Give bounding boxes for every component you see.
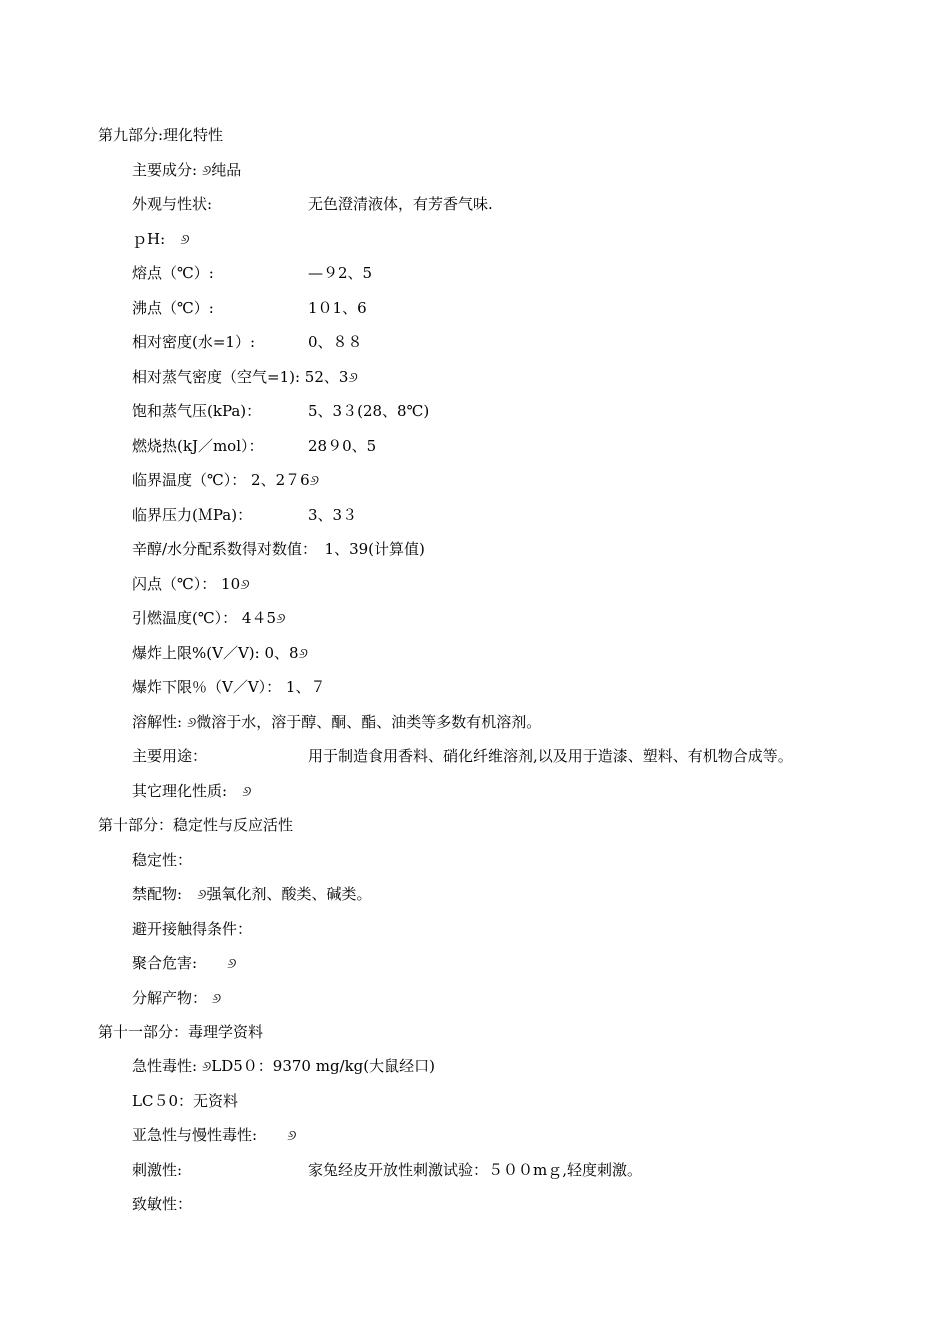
boiling-point-label: 沸点（℃）: bbox=[132, 299, 214, 317]
explosion-upper-limit-line: 爆炸上限%(V／V): 0、8୬ bbox=[132, 644, 308, 662]
combustion-heat-value: 28９0、5 bbox=[308, 437, 377, 455]
ignition-temperature-line: 引燃温度(℃）： 4４5୬ bbox=[132, 609, 286, 627]
vapor-pressure-label: 饱和蒸气压(kPa)： bbox=[132, 402, 262, 420]
partition-coefficient-line: 辛醇/水分配系数得对数值： 1、39(计算值) bbox=[132, 540, 425, 558]
irritation-label: 刺激性: bbox=[132, 1161, 183, 1179]
boiling-point-value: 1０1、6 bbox=[308, 299, 367, 317]
appearance-value: 无色澄清液体，有芳香气味. bbox=[308, 195, 493, 213]
combustion-heat-label: 燃烧热(kJ／mol）： bbox=[132, 437, 264, 455]
flash-point-line: 闪点（℃）： 10୬ bbox=[132, 575, 250, 593]
main-component-label: 主要成分: ୬纯品 bbox=[132, 161, 242, 179]
main-use-value: 用于制造食用香料、硝化纤维溶剂,以及用于造漆、塑料、有机物合成等。 bbox=[308, 747, 793, 765]
critical-pressure-value: 3、3３ bbox=[308, 506, 358, 524]
conditions-to-avoid-line: 避开接触得条件： bbox=[132, 920, 253, 938]
irritation-value: 家兔经皮开放性刺激试验：５００mｇ,轻度刺激。 bbox=[308, 1161, 642, 1179]
polymerization-hazard-line: 聚合危害: ୬ bbox=[132, 954, 237, 972]
section-10-heading: 第十部分：稳定性与反应活性 bbox=[98, 816, 294, 834]
appearance-label: 外观与性状: bbox=[132, 195, 213, 213]
ph-label: ｐH: ୬ bbox=[132, 230, 190, 248]
critical-temperature-line: 临界温度（℃）： 2、2７6୬ bbox=[132, 471, 320, 489]
relative-density-value: 0、８８ bbox=[308, 333, 363, 351]
main-use-label: 主要用途： bbox=[132, 747, 208, 765]
section-9-heading: 第九部分:理化特性 bbox=[98, 126, 224, 144]
other-properties-line: 其它理化性质: ୬ bbox=[132, 782, 252, 800]
acute-toxicity-line: 急性毒性: ୬LD5０：9370 mg/kg(大鼠经口) bbox=[132, 1057, 435, 1075]
melting-point-label: 熔点（℃）: bbox=[132, 264, 214, 282]
subacute-chronic-toxicity-line: 亚急性与慢性毒性: ୬ bbox=[132, 1126, 297, 1144]
explosion-lower-limit-line: 爆炸下限％（V／V）： 1、７ bbox=[132, 678, 326, 696]
lc50-line: LC５0：无资料 bbox=[132, 1092, 238, 1110]
critical-pressure-label: 临界压力(ＭPa)： bbox=[132, 506, 253, 524]
vapor-pressure-value: 5、3３(28、8℃) bbox=[308, 402, 430, 420]
solubility-line: 溶解性: ୬微溶于水，溶于醇、酮、酯、油类等多数有机溶剂。 bbox=[132, 713, 542, 731]
section-11-heading: 第十一部分：毒理学资料 bbox=[98, 1023, 264, 1041]
sensitization-line: 致敏性： bbox=[132, 1195, 193, 1213]
stability-line: 稳定性： bbox=[132, 851, 193, 869]
vapor-density-line: 相对蒸气密度（空气=1): 52、3୬ bbox=[132, 368, 358, 386]
relative-density-label: 相对密度(水=1）: bbox=[132, 333, 256, 351]
melting-point-value: —９2、5 bbox=[308, 264, 373, 282]
decomposition-products-line: 分解产物： ୬ bbox=[132, 989, 222, 1007]
incompatible-materials-line: 禁配物: ୬强氧化剂、酸类、碱类。 bbox=[132, 885, 372, 903]
